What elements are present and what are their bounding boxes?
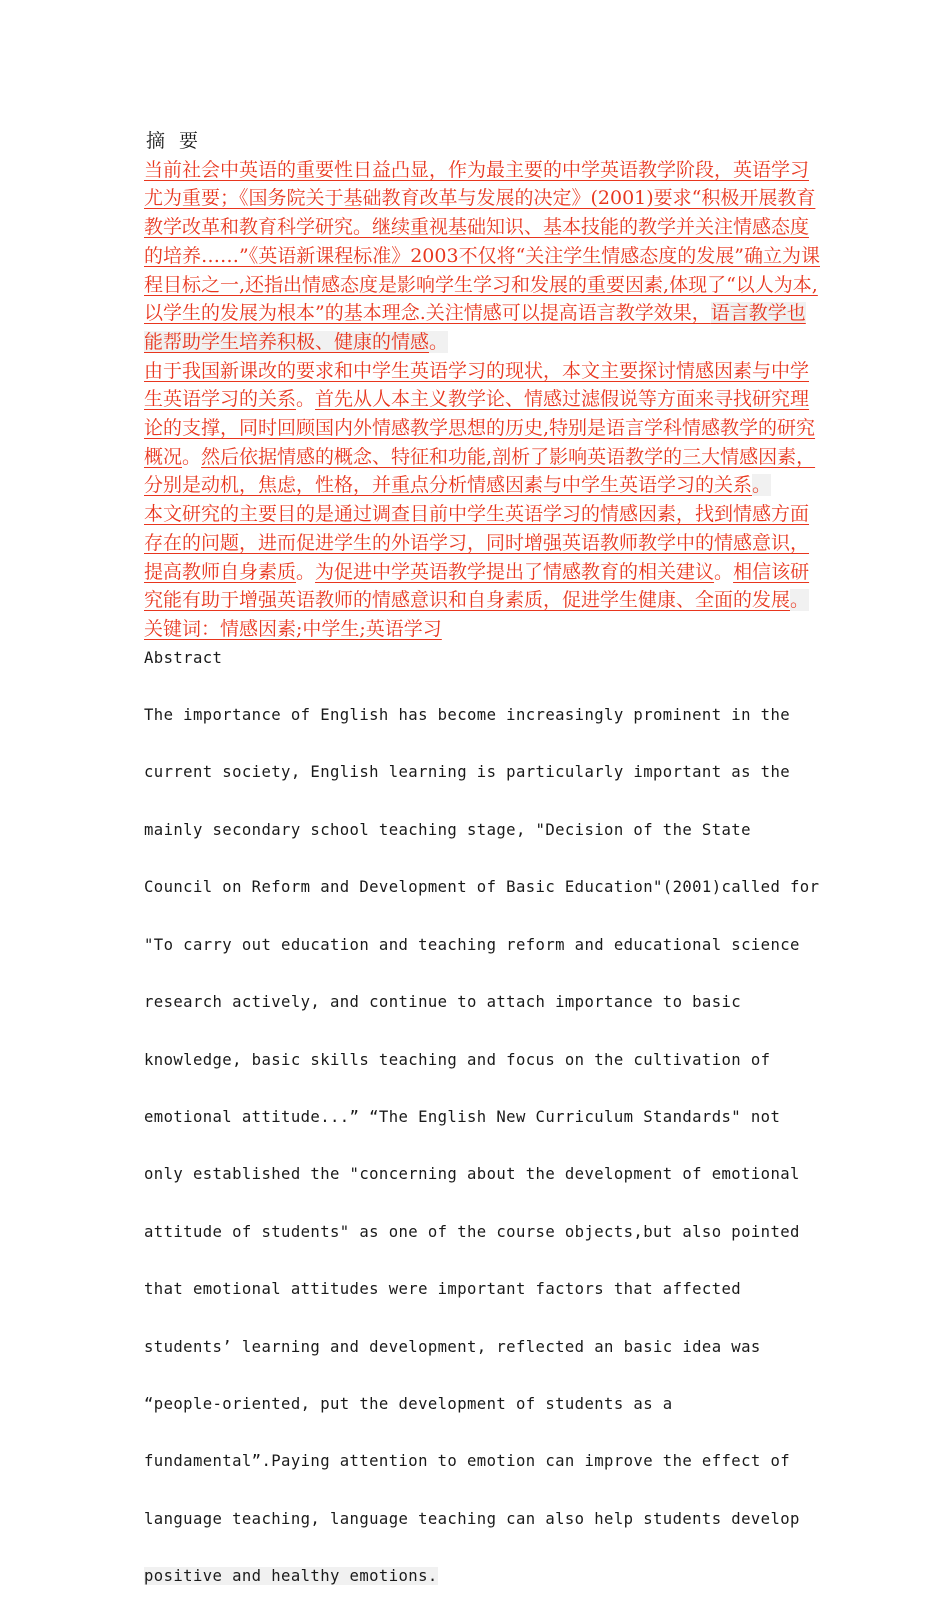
abstract-paragraph-1	[144, 156, 824, 357]
abstract-line: only established the "concerning about the development of emotional	[144, 1165, 800, 1184]
paragraph-3-text-b: 为促进中学英语教学提出了情感教育的相关建议	[315, 560, 715, 583]
keywords-text: 关键词：情感因素;中学生;英语学习	[144, 617, 442, 640]
abstract-last-line: positive and healthy emotions.	[144, 1567, 438, 1586]
paragraph-3-period-a: 。	[296, 560, 316, 583]
abstract-line	[144, 1562, 824, 1591]
paragraph-2-text-a: 由于我国新课改的要求和中学生英语学习的现状，本文主要探讨情感因素与中学生英语学习的关系	[144, 359, 810, 411]
abstract-line: The importance of English has become increasingly prominent in the	[144, 706, 791, 725]
paragraph-2-period-b: 。	[182, 445, 202, 468]
abstract-line: current society, English learning is particularly important as the	[144, 763, 791, 782]
paragraph-2-period-a: 。	[296, 388, 316, 411]
abstract-heading-en: Abstract	[144, 648, 223, 667]
abstract-line: students’ learning and development, reflected an basic idea was	[144, 1337, 761, 1356]
abstract-body-en	[144, 672, 824, 1619]
abstract-line: that emotional attitudes were important factors that affected	[144, 1280, 742, 1299]
paragraph-2-text-c: 然后依据情感的概念、特征和功能,剖析了影响英语教学的三大情感因素，分别是动机，焦虑，性格，并重点分析情感因素与中学生英语学习的关系	[144, 445, 816, 497]
abstract-line: knowledge, basic skills teaching and focus on the cultivation of	[144, 1050, 771, 1069]
paragraph-1-period: 。	[429, 330, 449, 353]
abstract-paragraph-3	[144, 500, 824, 615]
paragraph-3-period-b: 。	[714, 560, 734, 583]
abstract-line: "To carry out education and teaching reform and educational science	[144, 935, 800, 954]
abstract-line: Council on Reform and Development of Basic Education"(2001)called for	[144, 878, 820, 897]
abstract-line: “people-oriented, put the development of students as a	[144, 1394, 673, 1413]
abstract-heading-cn: 摘 要	[146, 130, 203, 152]
paragraph-3-period-c: 。	[790, 589, 810, 612]
abstract-line: fundamental”.Paying attention to emotion can improve the effect of	[144, 1452, 791, 1471]
paragraph-2-period-c: 。	[752, 474, 772, 497]
abstract-line: emotional attitude...” “The English New Curriculum Standards" not	[144, 1107, 781, 1126]
paragraph-3-text-a: 本文研究的主要目的是通过调查目前中学生英语学习的情感因素，找到情感方面存在的问题，进而促进学生的外语学习，同时增强英语教师教学中的情感意识，提高教师自身素质	[144, 503, 810, 583]
paragraph-1-text-a: 当前社会中英语的重要性日益凸显，作为最主要的中学英语教学阶段，英语学习尤为重要；《国务院关于基础教育改革与发展的决定》(2001)要求“积极开展教育教学改革和教育科学研究。	[144, 158, 816, 239]
abstract-line: language teaching, language teaching can also help students develop	[144, 1509, 800, 1528]
abstract-line: attitude of students" as one of the course objects,but also pointed	[144, 1222, 800, 1241]
paragraph-2-text-b: 首先从人本主义教学论、情感过滤假说等方面来寻找研究理论的支撑，同时回顾国内外情感教学思想的历史,特别是语言学科情感教学的研究概况	[144, 388, 816, 468]
keywords-line	[144, 615, 824, 644]
paragraph-1-text-c: 语言教学也能帮助学生培养积极、健康的情感	[144, 302, 806, 353]
paragraph-1-text-b: 继续重视基础知识、基本技能的教学并关注情感态度的培养……”《英语新课程标准》2003不仅将“关注学生情感态度的发展”确立为课程目标之一,还指出情感态度是影响学生学习和发展的重要因素,体现了“以人为本,以学生的发展为根本”的基本理念.关注情感可以提高语言教学效果，	[144, 216, 820, 325]
abstract-paragraph-2	[144, 357, 824, 501]
paragraph-3-text-c: 相信该研究能有助于增强英语教师的情感意识和自身素质，促进学生健康、全面的发展	[144, 560, 810, 612]
abstract-line: research actively, and continue to attach importance to basic	[144, 993, 742, 1012]
document-page	[144, 125, 824, 1620]
abstract-line: mainly secondary school teaching stage, "Decision of the State	[144, 820, 751, 839]
